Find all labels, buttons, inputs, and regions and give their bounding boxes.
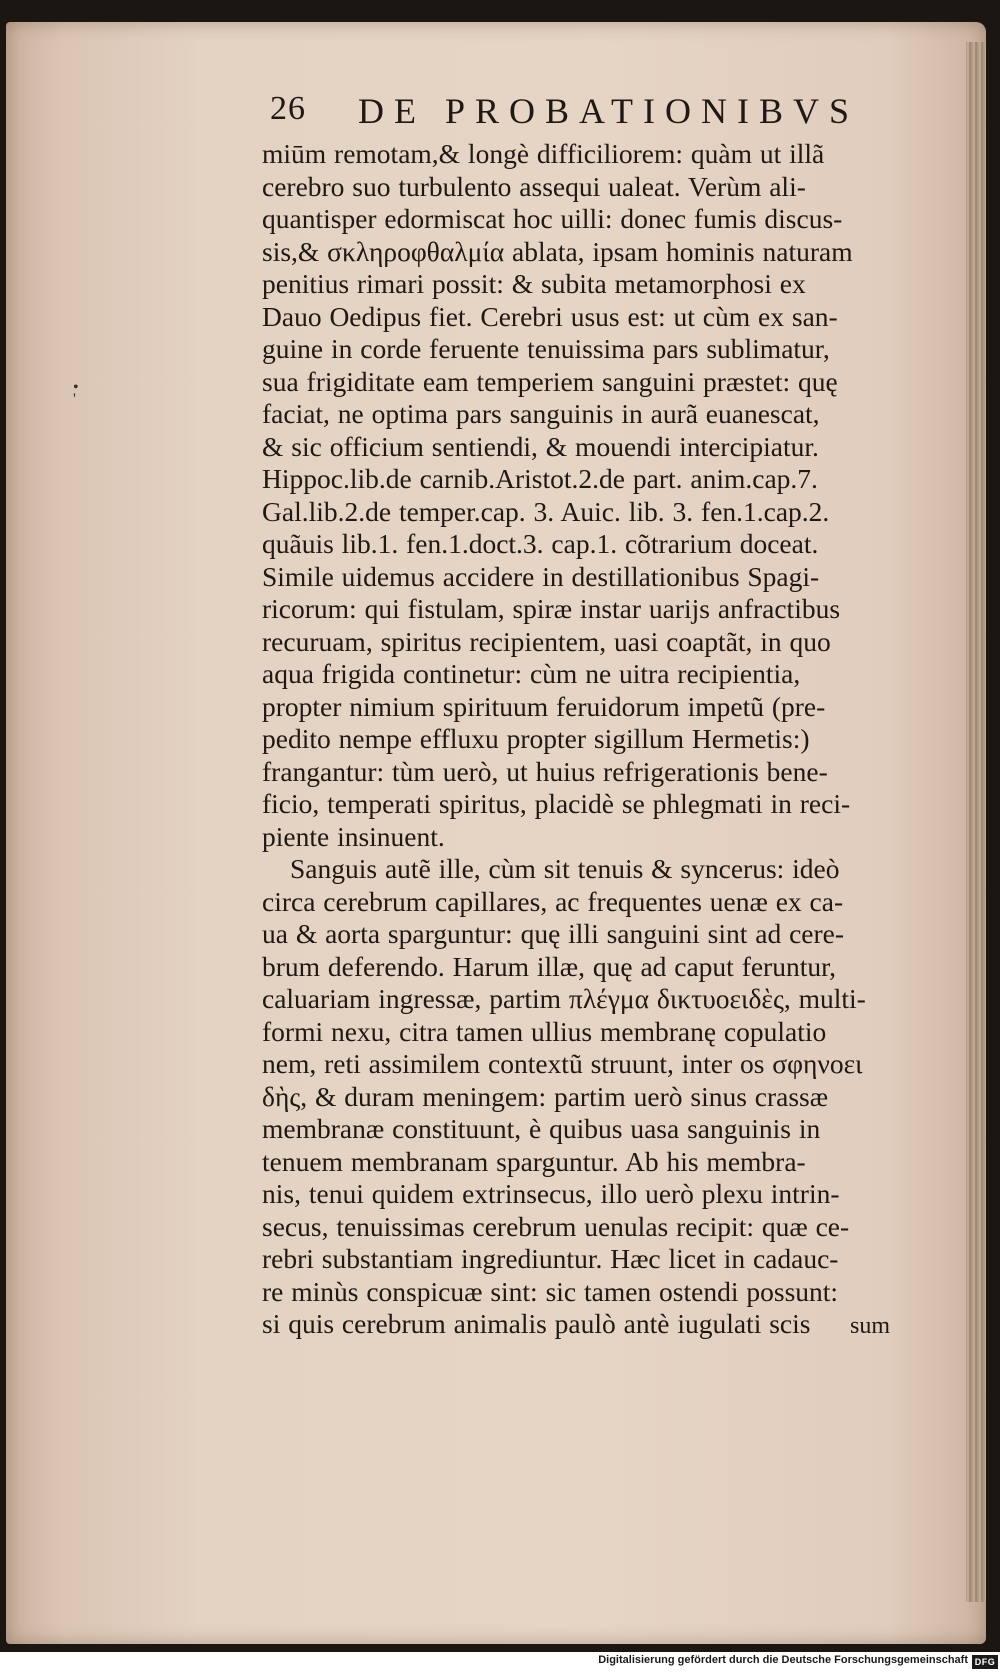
text-line: guine in corde feruente tenuissima pars sublimatur,	[262, 333, 830, 364]
text-line: ricorum: qui fistulam, spiræ instar uarijs anfractibus	[262, 593, 841, 624]
text-line: cerebro suo turbulento assequi ualeat. Verùm ali-	[262, 170, 806, 202]
text-line: penitius rimari possit: & subita metamorphosi ex	[262, 268, 806, 299]
text-line: Dauo Oedipus fiet. Cerebri usus est: ut cùm ex san-	[262, 300, 838, 332]
funding-credit: Digitalisierung gefördert durch die Deutsche Forschungsgemeinschaft	[598, 1654, 968, 1666]
page-number: 26	[270, 90, 306, 127]
text-line: Simile uidemus accidere in destillationibus Spagi-	[262, 560, 820, 592]
text-line: Hippoc.lib.de carnib.Aristot.2.de part. anim.cap.7.	[262, 463, 818, 494]
text-line: faciat, ne optima pars sanguinis in aurã euanescat,	[262, 398, 820, 429]
paragraph-start-line: Sanguis autẽ ille, cùm sit tenuis & syncerus: ideò	[290, 853, 840, 884]
text-line: propter nimium spirituum feruidorum impetũ (pre-	[262, 690, 826, 722]
text-line: brum deferendo. Harum illæ, quę ad caput feruntur,	[262, 950, 837, 982]
text-line: re minùs conspicuæ sint: sic tamen ostendi possunt:	[262, 1275, 839, 1307]
text-line: rebri substantiam ingrediuntur. Hæc licet in cadauc-	[262, 1243, 839, 1274]
text-line: ua & aorta sparguntur: quę illi sanguini sint ad cere-	[262, 918, 845, 949]
running-head-title: DE PROBATIONIBVS	[358, 91, 860, 131]
text-line: pedito nempe effluxu propter sigillum Hermetis:)	[262, 723, 810, 754]
text-line: sis,& σκληροφθαλμία ablata, ipsam hominis naturam	[262, 235, 853, 267]
text-line: quãuis lib.1. fen.1.doct.3. cap.1. cõtrarium doceat.	[262, 528, 819, 559]
text-line: miūm remotam,& longè difficiliorem: quàm ut illã	[262, 138, 825, 169]
text-line: membranæ constituunt, è quibus uasa sanguinis in	[262, 1113, 821, 1144]
footer-bar	[0, 1652, 1000, 1673]
text-line: recuruam, spiritus recipientem, uasi coaptãt, in quo	[262, 625, 831, 657]
text-line: Gal.lib.2.de temper.cap. 3. Auic. lib. 3. fen.1.cap.2.	[262, 495, 830, 527]
margin-mark: • '	[73, 379, 79, 408]
page-edge	[966, 42, 986, 1602]
running-head	[270, 90, 930, 138]
text-line: nem, reti assimilem contextũ struunt, inter os σφηνοει	[262, 1048, 863, 1079]
text-line: tenuem membranam sparguntur. Ab his membra-	[262, 1145, 806, 1177]
text-line: piente insinuent.	[262, 820, 445, 852]
text-line: δὴς, & duram meningem: partim uerò sinus crassæ	[262, 1080, 829, 1112]
text-line: circa cerebrum capillares, ac frequentes uenæ ex ca-	[262, 885, 844, 917]
text-line: formi nexu, citra tamen ullius membranę copulatio	[262, 1015, 827, 1047]
text-line: secus, tenuissimas cerebrum uenulas recipit: quæ ce-	[262, 1210, 850, 1242]
text-line: caluariam ingressæ, partim πλέγμα δικτυοειδὲς, multi-	[262, 983, 866, 1014]
text-line: sua frigiditate eam temperiem sanguini præstet: quę	[262, 365, 838, 397]
dfg-logo: DFG	[972, 1655, 998, 1669]
text-block	[262, 138, 952, 1341]
text-line: & sic officium sentiendi, & mouendi intercipiatur.	[262, 430, 819, 462]
text-line: quantisper edormiscat hoc uilli: donec fumis discus-	[262, 203, 843, 234]
text-line: frangantur: tùm uerò, ut huius refrigerationis bene-	[262, 755, 828, 787]
text-line: nis, tenui quidem extrinsecus, illo uerò plexu intrin-	[262, 1178, 840, 1209]
text-line: aqua frigida continetur: cùm ne uitra recipientia,	[262, 658, 801, 689]
text-line: ficio, temperati spiritus, placidè se phlegmati in reci-	[262, 788, 851, 819]
text-line: si quis cerebrum animalis paulò antè iugulati scis	[262, 1308, 811, 1339]
catchword: sum	[850, 1313, 891, 1339]
